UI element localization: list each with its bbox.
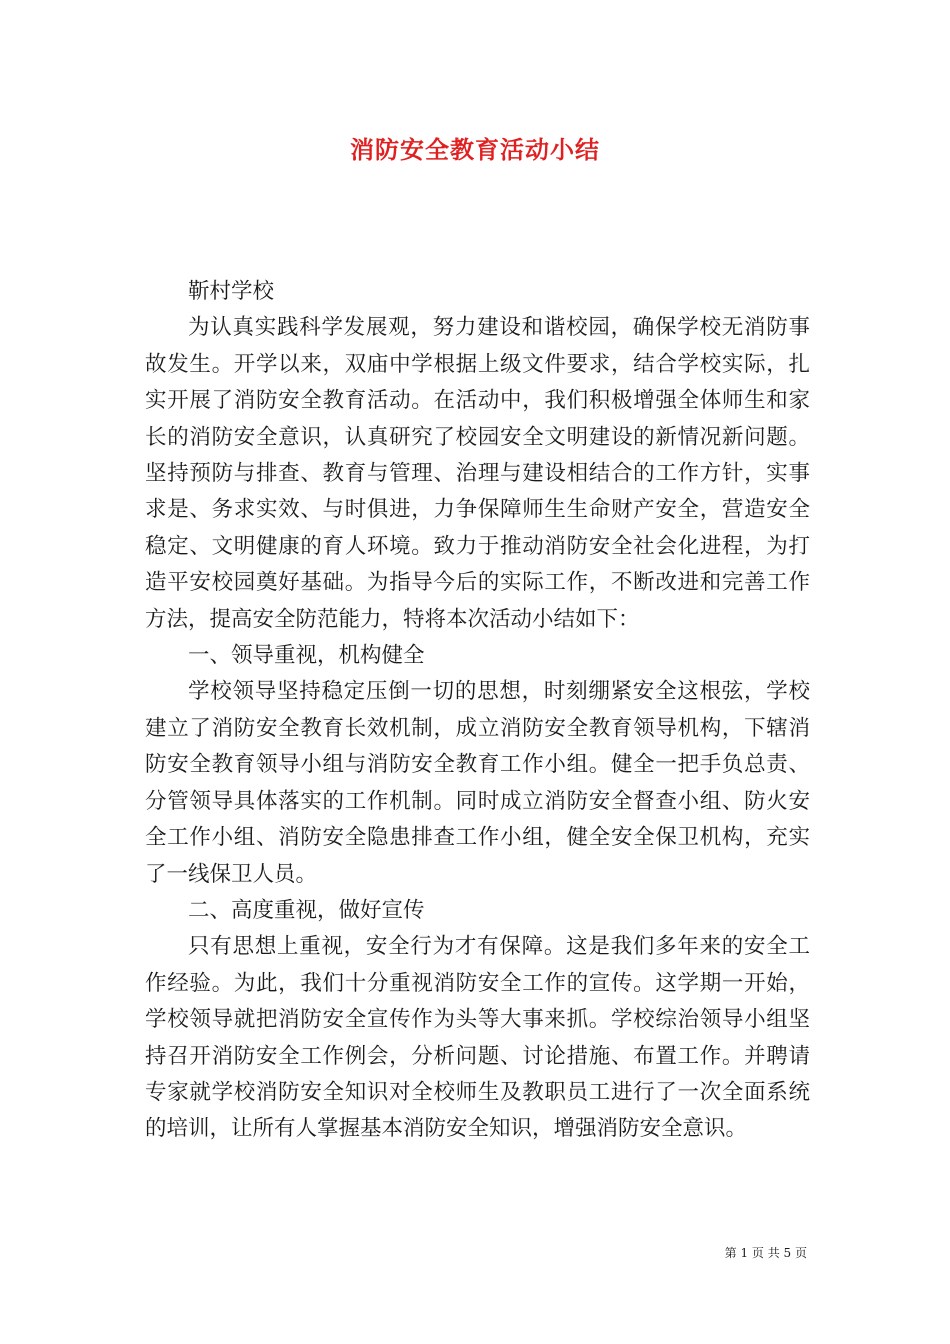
document-body: [145, 274, 810, 1148]
section-heading-1: 一、领导重视，机构健全: [188, 643, 425, 669]
paragraph-publicity: 只有思想上重视，安全行为才有保障。这是我们多年来的安全工作经验。为此，我们十分重视消防安全工作的宣传。这学期一开始，学校领导就把消防安全宣传作为头等大事来抓。学校综治领导小组坚持召开消防安全工作例会，分析问题、讨论措施、布置工作。并聘请专家就学校消防安全知识对全校师生及教职员工进行了一次全面系统的培训，让所有人掌握基本消防安全知识，增强消防安全意识。: [145, 934, 810, 1142]
school-name: 靳村学校: [188, 279, 275, 304]
paragraph-intro: 为认真实践科学发展观，努力建设和谐校园，确保学校无消防事故发生。开学以来，双庙中学根据上级文件要求，结合学校实际，扎实开展了消防安全教育活动。在活动中，我们积极增强全体师生和家长的消防安全意识，认真研究了校园安全文明建设的新情况新问题。坚持预防与排查、教育与管理、治理与建设相结合的工作方针，实事求是、务求实效、与时俱进，力争保障师生生命财产安全，营造安全稳定、文明健康的育人环境。致力于推动消防安全社会化进程，为打造平安校园奠好基础。为指导今后的实际工作，不断改进和完善工作方法，提高安全防范能力，特将本次活动小结如下：: [145, 315, 810, 632]
section-heading-2: 二、高度重视，做好宣传: [188, 897, 425, 923]
page-number-footer: 第 1 页 共 5 页: [724, 1246, 807, 1260]
paragraph-leadership: 学校领导坚持稳定压倒一切的思想，时刻绷紧安全这根弦，学校建立了消防安全教育长效机制，成立消防安全教育领导机构，下辖消防安全教育领导小组与消防安全教育工作小组。健全一把手负总责、分管领导具体落实的工作机制。同时成立消防安全督查小组、防火安全工作小组、消防安全隐患排查工作小组，健全安全保卫机构，充实了一线保卫人员。: [145, 679, 810, 887]
page-title: 消防安全教育活动小结: [350, 135, 600, 164]
